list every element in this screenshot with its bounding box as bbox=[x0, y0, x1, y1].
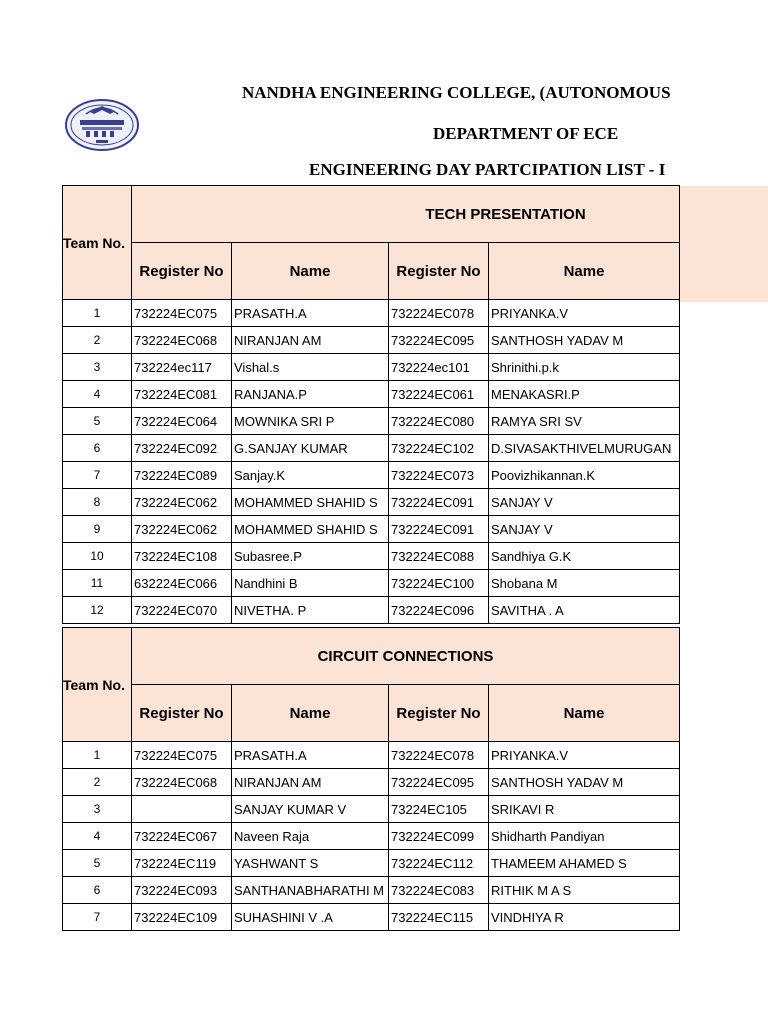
register-no-cell: 732224EC112 bbox=[389, 850, 489, 877]
name-cell: NIVETHA. P bbox=[232, 597, 389, 624]
register-no-cell: 732224EC091 bbox=[389, 516, 489, 543]
team-number-cell: 6 bbox=[63, 877, 132, 904]
name-cell: SANTHOSH YADAV M bbox=[489, 769, 680, 796]
team-number-cell: 3 bbox=[63, 354, 132, 381]
register-no-cell: 73224EC105 bbox=[389, 796, 489, 823]
name-header: Name bbox=[489, 685, 680, 742]
table-row bbox=[63, 489, 680, 516]
name-header: Name bbox=[232, 243, 389, 300]
table-row bbox=[63, 516, 680, 543]
register-no-cell: 732224EC109 bbox=[132, 904, 232, 931]
register-no-cell: 732224EC064 bbox=[132, 408, 232, 435]
register-no-cell: 732224EC095 bbox=[389, 769, 489, 796]
team-number-cell: 9 bbox=[63, 516, 132, 543]
name-cell: Vishal.s bbox=[232, 354, 389, 381]
name-cell: SANJAY KUMAR V bbox=[232, 796, 389, 823]
table-row bbox=[63, 597, 680, 624]
team-number-cell: 10 bbox=[63, 543, 132, 570]
name-cell: SANTHOSH YADAV M bbox=[489, 327, 680, 354]
name-header: Name bbox=[489, 243, 680, 300]
register-no-cell: 732224EC093 bbox=[132, 877, 232, 904]
name-cell: RANJANA.P bbox=[232, 381, 389, 408]
name-cell: VINDHIYA R bbox=[489, 904, 680, 931]
name-cell: Shidharth Pandiyan bbox=[489, 823, 680, 850]
college-seal-icon bbox=[64, 98, 140, 152]
table-row bbox=[63, 796, 680, 823]
name-cell: D.SIVASAKTHIVELMURUGAN bbox=[489, 435, 680, 462]
team-number-cell: 7 bbox=[63, 462, 132, 489]
table-row bbox=[63, 435, 680, 462]
register-no-cell: 632224EC066 bbox=[132, 570, 232, 597]
register-no-cell: 732224EC080 bbox=[389, 408, 489, 435]
register-no-cell: 732224EC115 bbox=[389, 904, 489, 931]
register-no-cell: 732224ec101 bbox=[389, 354, 489, 381]
register-no-cell: 732224EC078 bbox=[389, 742, 489, 769]
name-cell: RITHIK M A S bbox=[489, 877, 680, 904]
name-cell: SRIKAVI R bbox=[489, 796, 680, 823]
register-no-cell: 732224EC119 bbox=[132, 850, 232, 877]
name-cell: Subasree.P bbox=[232, 543, 389, 570]
table-row bbox=[63, 381, 680, 408]
department-title: DEPARTMENT OF ECE bbox=[433, 124, 619, 143]
name-cell: MOWNIKA SRI P bbox=[232, 408, 389, 435]
team-number-cell: 7 bbox=[63, 904, 132, 931]
team-no-header: Team No. bbox=[63, 628, 132, 742]
register-no-header: Register No bbox=[389, 685, 489, 742]
name-cell: RAMYA SRI SV bbox=[489, 408, 680, 435]
name-cell: Shobana M bbox=[489, 570, 680, 597]
table-row bbox=[63, 769, 680, 796]
register-no-cell: 732224EC075 bbox=[132, 300, 232, 327]
register-no-cell: 732224EC091 bbox=[389, 489, 489, 516]
team-number-cell: 2 bbox=[63, 327, 132, 354]
table-row bbox=[63, 877, 680, 904]
team-number-cell: 5 bbox=[63, 850, 132, 877]
register-no-cell: 732224EC108 bbox=[132, 543, 232, 570]
name-cell: SAVITHA . A bbox=[489, 597, 680, 624]
table-row bbox=[63, 300, 680, 327]
name-cell: Shrinithi.p.k bbox=[489, 354, 680, 381]
circuit-connections-table bbox=[62, 627, 680, 931]
register-no-header: Register No bbox=[389, 243, 489, 300]
register-no-cell: 732224EC089 bbox=[132, 462, 232, 489]
name-cell: Sanjay.K bbox=[232, 462, 389, 489]
name-cell: Naveen Raja bbox=[232, 823, 389, 850]
table-row bbox=[63, 354, 680, 381]
name-cell: YASHWANT S bbox=[232, 850, 389, 877]
name-cell: NIRANJAN AM bbox=[232, 327, 389, 354]
team-number-cell: 8 bbox=[63, 489, 132, 516]
register-no-cell: 732224EC099 bbox=[389, 823, 489, 850]
register-no-cell: 732224EC083 bbox=[389, 877, 489, 904]
table-row bbox=[63, 462, 680, 489]
team-number-cell: 4 bbox=[63, 823, 132, 850]
name-cell: MOHAMMED SHAHID S bbox=[232, 489, 389, 516]
name-cell: PRIYANKA.V bbox=[489, 742, 680, 769]
table-row bbox=[63, 408, 680, 435]
name-cell: NIRANJAN AM bbox=[232, 769, 389, 796]
team-number-cell: 3 bbox=[63, 796, 132, 823]
name-cell: SUHASHINI V .A bbox=[232, 904, 389, 931]
header-fill-extension bbox=[678, 186, 768, 302]
team-number-cell: 5 bbox=[63, 408, 132, 435]
register-no-header: Register No bbox=[132, 243, 232, 300]
name-cell: THAMEEM AHAMED S bbox=[489, 850, 680, 877]
name-cell: G.SANJAY KUMAR bbox=[232, 435, 389, 462]
register-no-cell: 732224EC073 bbox=[389, 462, 489, 489]
table-row bbox=[63, 327, 680, 354]
register-no-cell: 732224EC096 bbox=[389, 597, 489, 624]
register-no-cell: 732224EC092 bbox=[132, 435, 232, 462]
register-no-cell bbox=[132, 796, 232, 823]
register-no-cell: 732224EC070 bbox=[132, 597, 232, 624]
team-number-cell: 6 bbox=[63, 435, 132, 462]
table-row bbox=[63, 904, 680, 931]
register-no-cell: 732224EC075 bbox=[132, 742, 232, 769]
name-cell: Nandhini B bbox=[232, 570, 389, 597]
team-number-cell: 1 bbox=[63, 742, 132, 769]
team-number-cell: 4 bbox=[63, 381, 132, 408]
register-no-cell: 732224EC078 bbox=[389, 300, 489, 327]
register-no-header: Register No bbox=[132, 685, 232, 742]
register-no-cell: 732224EC068 bbox=[132, 327, 232, 354]
register-no-cell: 732224EC081 bbox=[132, 381, 232, 408]
name-cell: SANTHANABHARATHI M bbox=[232, 877, 389, 904]
name-cell: Sandhiya G.K bbox=[489, 543, 680, 570]
name-cell: Poovizhikannan.K bbox=[489, 462, 680, 489]
tech-presentation-table bbox=[62, 185, 680, 624]
section-title: TECH PRESENTATION bbox=[132, 186, 680, 243]
register-no-cell: 732224ec117 bbox=[132, 354, 232, 381]
table-row bbox=[63, 850, 680, 877]
table-row bbox=[63, 742, 680, 769]
team-number-cell: 12 bbox=[63, 597, 132, 624]
register-no-cell: 732224EC100 bbox=[389, 570, 489, 597]
register-no-cell: 732224EC062 bbox=[132, 489, 232, 516]
team-number-cell: 11 bbox=[63, 570, 132, 597]
name-header: Name bbox=[232, 685, 389, 742]
team-number-cell: 2 bbox=[63, 769, 132, 796]
name-cell: PRIYANKA.V bbox=[489, 300, 680, 327]
name-cell: SANJAY V bbox=[489, 489, 680, 516]
name-cell: MOHAMMED SHAHID S bbox=[232, 516, 389, 543]
name-cell: PRASATH.A bbox=[232, 300, 389, 327]
college-title: NANDHA ENGINEERING COLLEGE, (AUTONOMOUS bbox=[242, 83, 671, 102]
name-cell: PRASATH.A bbox=[232, 742, 389, 769]
team-no-header: Team No. bbox=[63, 186, 132, 300]
register-no-cell: 732224EC067 bbox=[132, 823, 232, 850]
section-title: CIRCUIT CONNECTIONS bbox=[132, 628, 680, 685]
table-row bbox=[63, 823, 680, 850]
register-no-cell: 732224EC095 bbox=[389, 327, 489, 354]
register-no-cell: 732224EC062 bbox=[132, 516, 232, 543]
name-cell: MENAKASRI.P bbox=[489, 381, 680, 408]
register-no-cell: 732224EC068 bbox=[132, 769, 232, 796]
team-number-cell: 1 bbox=[63, 300, 132, 327]
table-row bbox=[63, 570, 680, 597]
register-no-cell: 732224EC102 bbox=[389, 435, 489, 462]
table-row bbox=[63, 543, 680, 570]
register-no-cell: 732224EC061 bbox=[389, 381, 489, 408]
register-no-cell: 732224EC088 bbox=[389, 543, 489, 570]
list-title: ENGINEERING DAY PARTCIPATION LIST - I bbox=[309, 160, 666, 179]
name-cell: SANJAY V bbox=[489, 516, 680, 543]
